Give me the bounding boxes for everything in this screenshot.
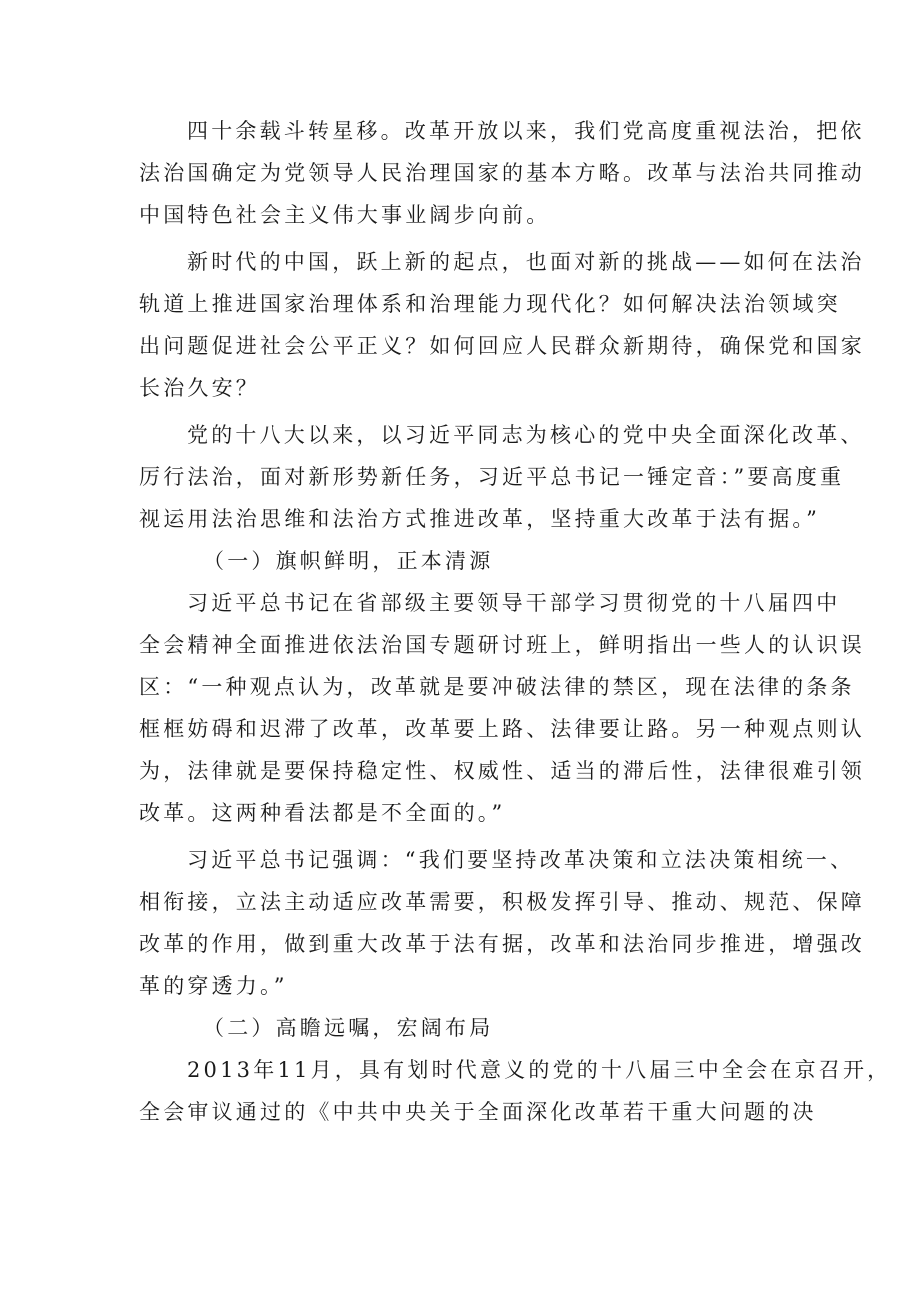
text-line: 视运用法治思维和法治方式推进改革，坚持重大改革于法有据。” [139, 507, 821, 531]
paragraph [139, 582, 865, 834]
paragraph [139, 1049, 892, 1133]
text-line: 中国特色社会主义伟大事业阔步向前。 [139, 203, 551, 227]
text-line: 习近平总书记在省部级主要领导干部学习贯彻党的十八届四中 [187, 591, 841, 615]
text-line: 全会精神全面推进依法治国专题研讨班上，鲜明指出一些人的认识误 [139, 633, 865, 657]
text-line: 相衔接，立法主动适应改革需要，积极发挥引导、推动、规范、保障 [139, 890, 865, 914]
section-heading-text: （二）高瞻远嘱，宏阔布局 [203, 1016, 494, 1040]
text-line: 区：“一种观点认为，改革就是要冲破法律的禁区，现在法律的条条 [139, 675, 855, 699]
paragraph [139, 110, 865, 236]
text-line: 习近平总书记强调：“我们要坚持改革决策和立法决策相统一、 [187, 848, 855, 872]
text-line: 全会审议通过的《中共中央关于全面深化改革若干重大问题的决 [139, 1100, 817, 1124]
text-line: 党的十八大以来，以习近平同志为核心的党中央全面深化改革、 [187, 423, 865, 447]
text-line: 为，法律就是要保持稳定性、权威性、适当的滞后性，法律很难引领 [139, 759, 865, 783]
document-body [139, 110, 892, 1133]
text-line: 改革的作用，做到重大改革于法有据，改革和法治同步推进，增强改 [139, 932, 865, 956]
text-line: 法治国确定为党领导人民治理国家的基本方略。改革与法治共同推动 [139, 161, 865, 185]
text-line: 轨道上推进国家治理体系和治理能力现代化？如何解决法治领域突 [139, 292, 841, 316]
text-line: 出问题促进社会公平正义？如何回应人民群众新期待，确保党和国家 [139, 334, 865, 358]
section-heading-text: （一）旗帜鲜明，正本清源 [203, 549, 494, 573]
text-line: 2013年11月，具有划时代意义的党的十八届三中全会在京召开， [187, 1058, 892, 1082]
paragraph [139, 241, 865, 409]
text-line: 厉行法治，面对新形势新任务，习近平总书记一锤定音：”要高度重 [139, 465, 845, 489]
text-line: 长治久安？ [139, 376, 260, 400]
section-heading [139, 1007, 787, 1049]
paragraph [139, 414, 865, 540]
section-heading [139, 540, 787, 582]
text-line: 革的穿透力。” [139, 974, 288, 998]
text-line: 改革。这两种看法都是不全面的。” [139, 801, 506, 825]
text-line: 新时代的中国，跃上新的起点，也面对新的挑战——如何在法治 [187, 250, 865, 274]
text-line: 四十余载斗转星移。改革开放以来，我们党高度重视法治，把依 [187, 119, 865, 143]
text-line: 框框妨碍和迟滞了改革，改革要上路、法律要让路。另一种观点则认 [139, 717, 865, 741]
paragraph [139, 839, 865, 1007]
